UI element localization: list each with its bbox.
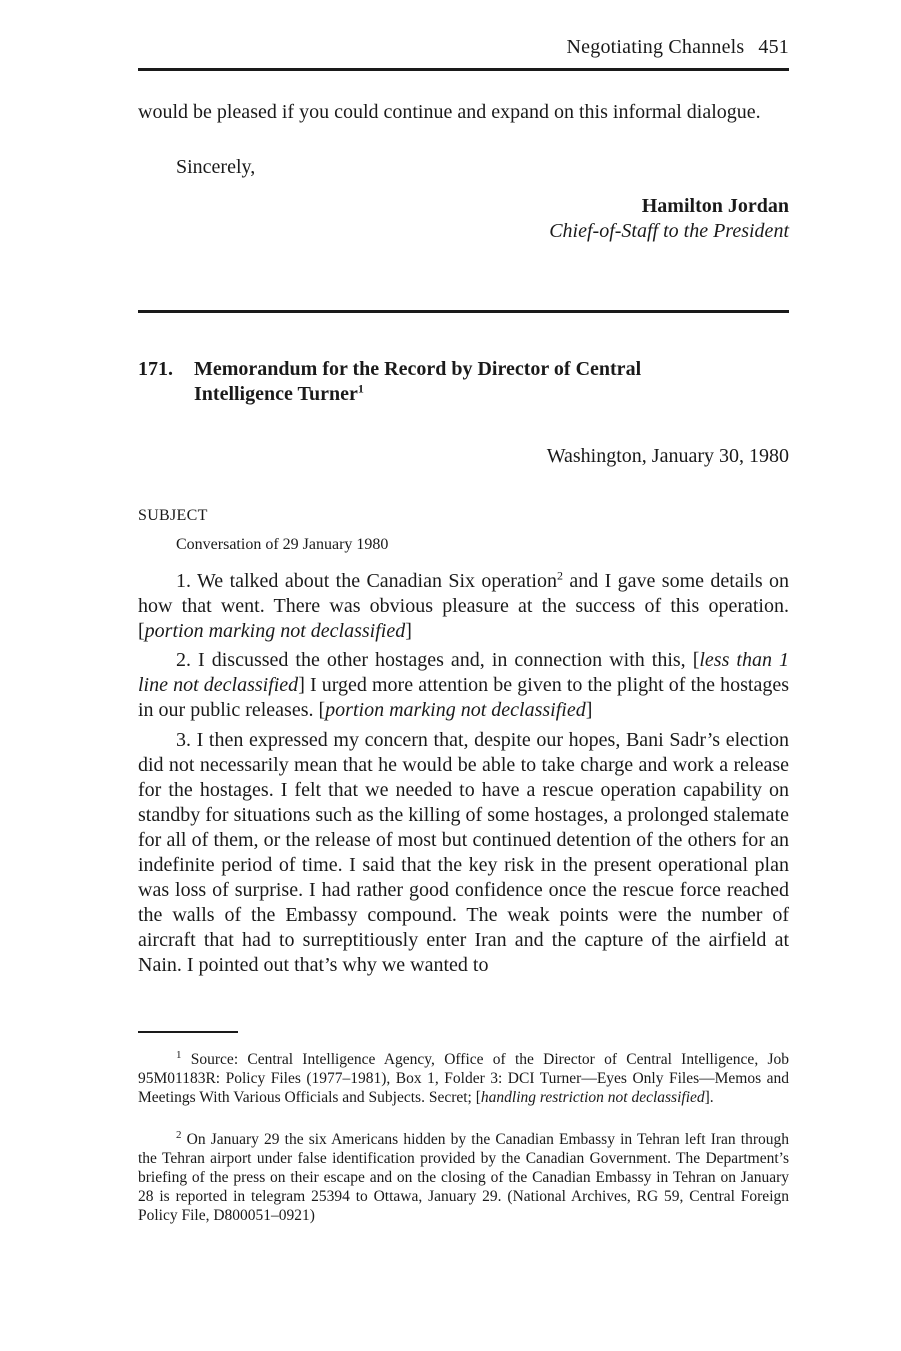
footnote-1-number: 1 xyxy=(176,1048,182,1061)
header-rule xyxy=(138,68,789,71)
footnote-2-number: 2 xyxy=(176,1128,182,1141)
running-head xyxy=(567,36,789,59)
signature-name: Hamilton Jordan xyxy=(641,195,789,217)
footnote-1 xyxy=(138,1050,789,1107)
paragraph-1-text-c: ] xyxy=(405,620,412,642)
document-title-text: Memorandum for the Record by Director of Central Intelligence Turner xyxy=(194,358,642,405)
section-rule xyxy=(138,310,789,313)
paragraph-2 xyxy=(138,648,789,723)
paragraph-2-redaction-2: portion marking not declassified xyxy=(325,699,586,721)
running-head-title: Negotiating Channels xyxy=(566,36,745,58)
document-number: 171. xyxy=(138,358,173,380)
footnote-1-text-a: Source: Central Intelligence Agency, Office of the Director of Central Intelligence, Job 95M01183R: Policy Files (1977–1981), Box 1, Folder 3: DCI Turner—Eyes Only Files—Memos and Meetings With Various Officials and Subjects. Secret; [ xyxy=(138,1051,789,1106)
paragraph-1 xyxy=(138,569,789,644)
paragraph-2-text-a: 2. I discussed the other hostages and, in connection with this, [ xyxy=(176,649,700,671)
signature-title: Chief-of-Staff to the President xyxy=(549,220,789,242)
footnote-1-redaction: handling restriction not declassified xyxy=(480,1089,705,1106)
paragraph-1-text-b: and I gave some details on how that went. There was obvious pleasure at the success of this operation. [ xyxy=(138,570,789,642)
title-footnote-ref: 1 xyxy=(357,381,364,396)
closing: Sincerely, xyxy=(176,156,256,178)
paragraph-2-text-c: ] xyxy=(585,699,593,721)
document-title xyxy=(194,357,714,407)
subject-text: Conversation of 29 January 1980 xyxy=(176,536,389,553)
dateline: Washington, January 30, 1980 xyxy=(546,445,789,467)
paragraph-1-text-a: 1. We talked about the Canadian Six operation xyxy=(176,570,557,592)
paragraph-2-redaction-1: less than 1 line not declassified xyxy=(138,649,789,696)
footnote-2-text: On January 29 the six Americans hidden by the Canadian Embassy in Tehran left Iran through the Tehran airport under false identification provided by the Canadian Government. The Department’s briefing of the press on their escape and on the closing of the Canadian Embassy in Tehran on January 28 is reported in telegram 25394 to Ottawa, January 29. (National Archives, RG 59, Central Foreign Policy File, D800051–0921) xyxy=(138,1131,789,1224)
footnote-2 xyxy=(138,1130,789,1225)
subject-label: SUBJECT xyxy=(138,507,208,524)
paragraph-3: 3. I then expressed my concern that, despite our hopes, Bani Sadr’s election did not necessarily mean that he would be able to take charge and work a release for the hostages. I felt that we needed to have a rescue operation capability on standby for situations such as the killing of some hostages, a prolonged stalemate for all of them, or the release of most but continued detention of the others for an indefinite period of time. I said that the key risk in the present operational plan was loss of surprise. I had rather good confidence once the rescue force reached the walls of the Embassy compound. The weak points were the number of aircraft that had to surreptitiously enter Iran and the capture of the airfield at Nain. I pointed out that’s why we wanted to xyxy=(138,729,789,976)
continuation-text: would be pleased if you could continue and expand on this informal dialogue. xyxy=(138,101,761,123)
page-number: 451 xyxy=(758,36,789,58)
paragraph-2-text-b: ] I urged more attention be given to the plight of the hostages in our public releases. [ xyxy=(138,674,789,721)
footnote-ref-2: 2 xyxy=(556,568,563,583)
footnote-rule xyxy=(138,1031,238,1033)
footnote-1-text-b: ]. xyxy=(704,1089,714,1106)
paragraph-1-redaction: portion marking not declassified xyxy=(144,620,406,642)
